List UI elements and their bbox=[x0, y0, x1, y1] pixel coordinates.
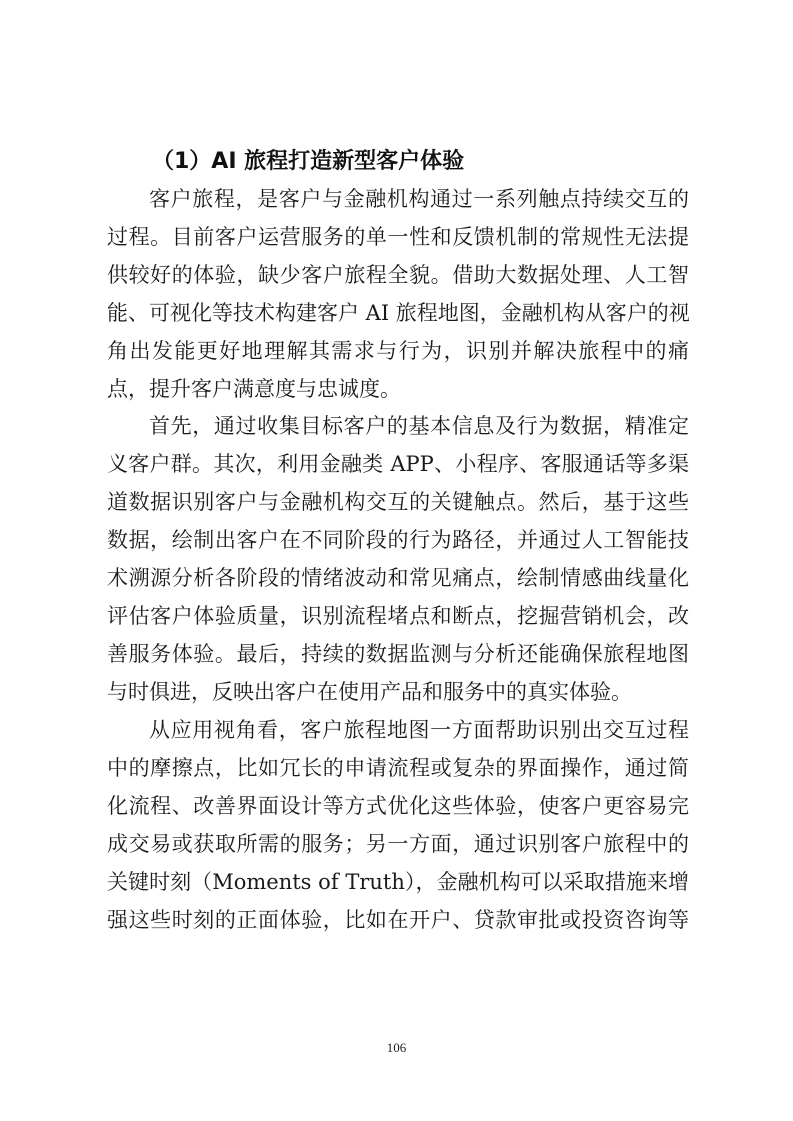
paragraph-1-line-3: 供较好的体验，缺少客户旅程全貌。借助大数据处理、人工智 bbox=[107, 263, 689, 287]
paragraph-1-line-6: 点，提升客户满意度与忠诚度。 bbox=[107, 377, 401, 401]
paragraph-1-line-5: 角出发能更好地理解其需求与行为，识别并解决旅程中的痛 bbox=[107, 339, 689, 363]
paragraph-3-line-1: 从应用视角看，客户旅程地图一方面帮助识别出交互过程 bbox=[149, 718, 689, 742]
paragraph-1-line-1: 客户旅程，是客户与金融机构通过一系列触点持续交互的 bbox=[149, 187, 689, 211]
page-number: 106 bbox=[386, 1040, 407, 1055]
paragraph-3-line-6: 强这些时刻的正面体验，比如在开户、贷款审批或投资咨询等 bbox=[107, 908, 689, 932]
paragraph-3-line-3: 化流程、改善界面设计等方式优化这些体验，使客户更容易完 bbox=[107, 794, 689, 818]
paragraph-1-line-4: 能、可视化等技术构建客户 AI 旅程地图，金融机构从客户的视 bbox=[107, 301, 690, 325]
paragraph-2-line-3: 道数据识别客户与金融机构交互的关键触点。然后，基于这些 bbox=[107, 490, 689, 514]
paragraph-3-line-5: 关键时刻（Moments of Truth），金融机构可以采取措施来增 bbox=[107, 870, 689, 894]
paragraph-3-line-4: 成交易或获取所需的服务；另一方面，通过识别客户旅程中的 bbox=[107, 832, 689, 856]
paragraph-1-line-2: 过程。目前客户运营服务的单一性和反馈机制的常规性无法提 bbox=[107, 225, 689, 249]
paragraph-2-line-5: 术溯源分析各阶段的情绪波动和常见痛点，绘制情感曲线量化 bbox=[107, 566, 689, 590]
paragraph-2-line-7: 善服务体验。最后，持续的数据监测与分析还能确保旅程地图 bbox=[107, 642, 689, 666]
paragraph-3-line-2: 中的摩擦点，比如冗长的申请流程或复杂的界面操作，通过简 bbox=[107, 756, 689, 780]
paragraph-2-line-2: 义客户群。其次，利用金融类 APP、小程序、客服通话等多渠 bbox=[107, 452, 689, 476]
section-heading: （1）AI 旅程打造新型客户体验 bbox=[152, 149, 465, 174]
paragraph-2-line-4: 数据，绘制出客户在不同阶段的行为路径，并通过人工智能技 bbox=[107, 528, 689, 552]
paragraph-2-line-1: 首先，通过收集目标客户的基本信息及行为数据，精准定 bbox=[149, 414, 689, 438]
paragraph-2-line-8: 与时俱进，反映出客户在使用产品和服务中的真实体验。 bbox=[107, 680, 632, 704]
paragraph-2-line-6: 评估客户体验质量，识别流程堵点和断点，挖掘营销机会，改 bbox=[107, 604, 689, 628]
